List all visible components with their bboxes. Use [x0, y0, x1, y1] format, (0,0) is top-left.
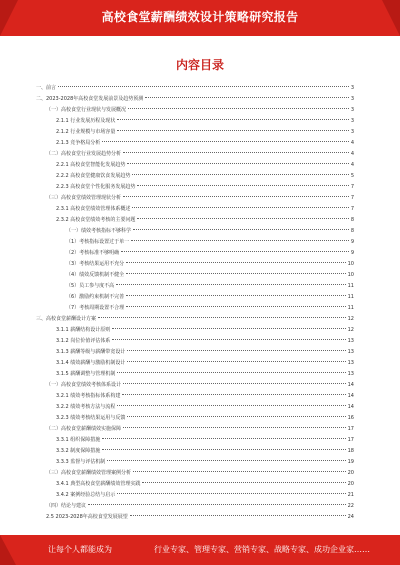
toc-entry-label: （4）绩效反馈机制不健全: [66, 272, 125, 278]
toc-leader-dots: [116, 284, 345, 285]
toc-leader-dots: [130, 515, 346, 516]
toc-entry-page: 24: [347, 514, 354, 520]
toc-entry[interactable]: [36, 424, 354, 435]
toc-leader-dots: [112, 328, 345, 329]
toc-entry[interactable]: [36, 369, 354, 380]
toc-entry-label: 3.4.2 案例经验总结与启示: [56, 492, 116, 498]
toc-entry[interactable]: [36, 182, 354, 193]
toc-entry[interactable]: [36, 281, 354, 292]
toc-entry-label: （7）考核周期设置不合理: [66, 305, 125, 311]
toc-leader-dots: [137, 218, 348, 219]
toc-leader-dots: [123, 427, 346, 428]
toc-leader-dots: [126, 306, 345, 307]
toc-leader-dots: [121, 251, 349, 252]
toc-entry[interactable]: [36, 292, 354, 303]
toc-entry[interactable]: [36, 402, 354, 413]
toc-entry-label: （一）高校食堂行业现状与发展概况: [46, 107, 127, 113]
toc-leader-dots: [117, 130, 348, 131]
toc-entry-label: 3.4.1 典型高校食堂薪酬绩效管理实践: [56, 481, 141, 487]
toc-entry[interactable]: [36, 83, 354, 94]
toc-entry-page: 21: [347, 492, 354, 498]
toc-entry[interactable]: [36, 149, 354, 160]
toc-entry-label: （2）考核标准不够明确: [66, 250, 120, 256]
toc-entry-label: 2.1.2 行业规模与市场容量: [56, 129, 116, 135]
toc-leader-dots: [127, 350, 345, 351]
toc-entry-label: （一）高校食堂绩效考核体系设计: [46, 382, 122, 388]
toc-entry[interactable]: [36, 490, 354, 501]
toc-entry[interactable]: [36, 204, 354, 215]
toc-entry-label: 三、高校食堂薪酬设计方案: [36, 316, 97, 322]
toc-leader-dots: [142, 482, 345, 483]
toc-entry-page: 14: [347, 404, 354, 410]
toc-leader-dots: [117, 119, 348, 120]
toc-entry-page: 13: [347, 349, 354, 355]
toc-entry-page: 5: [350, 173, 354, 179]
table-of-contents: [36, 83, 354, 523]
toc-entry[interactable]: [36, 468, 354, 479]
footer-banner: [0, 535, 400, 565]
toc-leader-dots: [128, 108, 349, 109]
toc-leader-dots: [126, 273, 345, 274]
toc-entry-page: 4: [350, 162, 354, 168]
toc-leader-dots: [122, 394, 345, 395]
toc-entry-label: 2.5 2023-2028年高校食堂发展展望: [46, 514, 128, 520]
toc-entry[interactable]: [36, 446, 354, 457]
toc-leader-dots: [98, 317, 346, 318]
toc-entry[interactable]: [36, 259, 354, 270]
toc-entry-page: 17: [347, 437, 354, 443]
toc-entry[interactable]: [36, 270, 354, 281]
toc-entry-label: （三）高校食堂薪酬绩效管理案例分析: [46, 470, 132, 476]
toc-entry[interactable]: [36, 314, 354, 325]
toc-entry-page: 10: [347, 261, 354, 267]
toc-entry[interactable]: [36, 512, 354, 523]
toc-entry-page: 4: [350, 151, 354, 157]
toc-entry-page: 4: [350, 140, 354, 146]
toc-entry[interactable]: [36, 347, 354, 358]
toc-entry-label: （6）激励约束机制不完善: [66, 294, 125, 300]
toc-leader-dots: [88, 504, 346, 505]
toc-entry-page: 20: [347, 481, 354, 487]
toc-entry[interactable]: [36, 127, 354, 138]
toc-leader-dots: [126, 262, 345, 263]
toc-entry-label: （3）考核结果运用不充分: [66, 261, 125, 267]
toc-entry-label: 3.1.5 薪酬调整与管理机制: [56, 371, 116, 377]
toc-entry-label: 2.3.1 高校食堂绩效管理体系概述: [56, 206, 131, 212]
toc-leader-dots: [131, 240, 349, 241]
toc-entry-page: 18: [347, 448, 354, 454]
footer-roles: 行业专家、管理专家、营销专家、战略专家、成功企业家……: [154, 545, 370, 554]
toc-entry[interactable]: [36, 325, 354, 336]
toc-leader-dots: [145, 97, 349, 98]
toc-entry-page: 13: [347, 338, 354, 344]
toc-entry-label: 2.3.2 高校食堂绩效考核的主要问题: [56, 217, 136, 223]
toc-leader-dots: [117, 405, 345, 406]
toc-entry-page: 8: [350, 228, 354, 234]
toc-entry-label: （四）结论与建议: [46, 503, 87, 509]
toc-entry-label: 2.1.1 行业发展历程及现状: [56, 118, 116, 124]
toc-entry-label: 3.1.2 岗位价值评估体系: [56, 338, 111, 344]
toc-entry-page: 7: [350, 184, 354, 190]
toc-entry[interactable]: [36, 193, 354, 204]
toc-entry-label: 2.2.2 高校食堂健康饮食发展趋势: [56, 173, 131, 179]
toc-entry[interactable]: [36, 358, 354, 369]
toc-entry-label: 2.2.3 高校食堂个性化服务发展趋势: [56, 184, 136, 190]
toc-leader-dots: [107, 460, 345, 461]
toc-entry[interactable]: [36, 303, 354, 314]
toc-entry-page: 3: [350, 129, 354, 135]
toc-leader-dots: [127, 163, 348, 164]
toc-entry-label: 3.2.1 绩效考核指标体系构建: [56, 393, 121, 399]
toc-leader-dots: [58, 86, 349, 87]
toc-leader-dots: [133, 471, 346, 472]
toc-leader-dots: [117, 372, 345, 373]
toc-entry-label: 3.1.1 薪酬结构设计原则: [56, 327, 111, 333]
toc-entry[interactable]: [36, 248, 354, 259]
toc-leader-dots: [112, 339, 345, 340]
toc-entry-label: 二、2023-2028年高校食堂发展前景及趋势预测: [36, 96, 144, 102]
toc-entry[interactable]: [36, 336, 354, 347]
toc-entry-label: 3.1.3 薪酬等级与薪酬带宽设计: [56, 349, 126, 355]
toc-entry-label: （三）高校食堂绩效管理现状分析: [46, 195, 122, 201]
toc-entry[interactable]: [36, 171, 354, 182]
toc-entry[interactable]: [36, 160, 354, 171]
toc-leader-dots: [127, 416, 345, 417]
report-title: 高校食堂薪酬绩效设计策略研究报告: [101, 10, 299, 24]
toc-entry-page: 3: [350, 118, 354, 124]
toc-entry-page: 14: [347, 382, 354, 388]
toc-entry-label: 3.2.3 绩效考核结果运用与反馈: [56, 415, 126, 421]
toc-leader-dots: [133, 229, 349, 230]
toc-entry[interactable]: [36, 237, 354, 248]
toc-entry-page: 7: [350, 195, 354, 201]
toc-entry[interactable]: [36, 94, 354, 105]
toc-entry-page: 7: [350, 206, 354, 212]
toc-entry-page: 13: [347, 360, 354, 366]
toc-entry[interactable]: [36, 226, 354, 237]
toc-entry-page: 20: [347, 470, 354, 476]
toc-entry-page: 12: [347, 327, 354, 333]
toc-leader-dots: [132, 174, 348, 175]
toc-entry[interactable]: [36, 215, 354, 226]
toc-leader-dots: [127, 361, 345, 362]
toc-entry-label: 3.3.1 组织保障措施: [56, 437, 101, 443]
toc-entry-label: 2.2.1 高校食堂智能化发展趋势: [56, 162, 126, 168]
toc-entry-page: 16: [347, 415, 354, 421]
toc-entry-page: 11: [347, 305, 354, 311]
toc-leader-dots: [132, 207, 348, 208]
toc-entry-page: 3: [350, 85, 354, 91]
toc-entry[interactable]: [36, 380, 354, 391]
toc-entry[interactable]: [36, 116, 354, 127]
footer-slogan: 让每个人都能成为: [48, 545, 112, 554]
toc-leader-dots: [137, 185, 348, 186]
toc-leader-dots: [123, 196, 349, 197]
toc-entry-page: 17: [347, 426, 354, 432]
toc-entry-page: 13: [347, 371, 354, 377]
toc-leader-dots: [126, 295, 345, 296]
toc-entry[interactable]: [36, 479, 354, 490]
toc-entry[interactable]: [36, 435, 354, 446]
toc-entry-page: 14: [347, 393, 354, 399]
toc-leader-dots: [117, 493, 345, 494]
toc-leader-dots: [123, 383, 346, 384]
toc-leader-dots: [123, 152, 349, 153]
toc-entry[interactable]: [36, 501, 354, 512]
toc-entry-page: 9: [350, 250, 354, 256]
toc-entry-label: 3.3.3 监督与评估机制: [56, 459, 106, 465]
toc-entry-page: 12: [347, 316, 354, 322]
toc-entry-label: （二）高校食堂行业发展趋势分析: [46, 151, 122, 157]
toc-entry-label: （1）考核指标设置过于单一: [66, 239, 130, 245]
header-banner: [0, 0, 400, 36]
toc-entry[interactable]: [36, 413, 354, 424]
toc-entry-label: 2.1.3 竞争格局分析: [56, 140, 101, 146]
footer-notch: [0, 535, 16, 565]
toc-entry-page: 3: [350, 107, 354, 113]
toc-leader-dots: [102, 141, 349, 142]
toc-entry-page: 11: [347, 294, 354, 300]
toc-leader-dots: [102, 449, 345, 450]
toc-leader-dots: [102, 438, 345, 439]
toc-entry-page: 3: [350, 96, 354, 102]
toc-entry-label: 一、前言: [36, 85, 57, 91]
toc-entry-label: （5）员工参与度不高: [66, 283, 115, 289]
toc-entry-label: （一）绩效考核指标不够科学: [66, 228, 132, 234]
toc-entry-label: （二）高校食堂薪酬绩效实施保障: [46, 426, 122, 432]
toc-entry-page: 22: [347, 503, 354, 509]
toc-entry-page: 8: [350, 217, 354, 223]
toc-entry-label: 3.2.2 绩效考核方法与流程: [56, 404, 116, 410]
toc-entry[interactable]: [36, 457, 354, 468]
toc-entry[interactable]: [36, 138, 354, 149]
toc-entry[interactable]: [36, 391, 354, 402]
toc-entry-label: 3.1.4 绩效薪酬与激励机制设计: [56, 360, 126, 366]
toc-entry-label: 3.3.2 制度保障措施: [56, 448, 101, 454]
toc-entry[interactable]: [36, 105, 354, 116]
toc-entry-page: 9: [350, 239, 354, 245]
toc-entry-page: 19: [347, 459, 354, 465]
toc-entry-page: 11: [347, 283, 354, 289]
toc-entry-page: 10: [347, 272, 354, 278]
toc-title: 内容目录: [175, 58, 224, 72]
